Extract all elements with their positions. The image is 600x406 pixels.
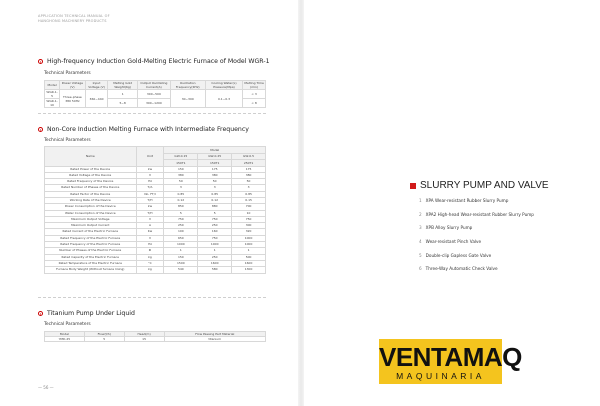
table-cell: 1000 (232, 235, 266, 241)
product-list-item (419, 224, 534, 238)
table-cell: WGR-1-5 (46, 90, 58, 98)
col-header: Input Voltage (V) (85, 81, 108, 90)
table-cell: Rated Frequency of the Electric Furnace (45, 242, 137, 248)
table-cell: Three-phase 380 50Hz (60, 90, 86, 108)
logo-line-2: MAQUINARIA (396, 371, 485, 381)
melting-furnace-table (44, 146, 266, 274)
col-header: Oscillation Frequency(KHz) (170, 81, 205, 90)
arrow-bullet-icon (38, 127, 43, 132)
table-cell: V (136, 172, 164, 178)
table-cell: Maximum Output Voltage (45, 216, 137, 222)
table-cell: 10 (232, 210, 266, 216)
table-cell: 150 (164, 254, 198, 260)
table-cell: 0.85 (198, 191, 232, 197)
col-header: 150T1 (164, 160, 198, 167)
table-cell: 1600 (198, 260, 232, 266)
ventamaq-logo (379, 339, 522, 384)
table-cell: Working Rate of the Device (45, 197, 137, 203)
table-cell: 300~500 (137, 90, 170, 99)
section-1-title (38, 58, 270, 65)
red-square-icon (410, 183, 416, 189)
table-cell: 360~440 (85, 90, 108, 108)
section-3-title (38, 310, 135, 317)
table-cell: 1000 (198, 242, 232, 248)
list-item-number: 1 (419, 198, 422, 203)
product-list-item (419, 238, 534, 252)
table-cell: 880 (198, 204, 232, 210)
table-cell: 300~1200 (137, 99, 170, 108)
table-cell: Φ (136, 248, 164, 254)
list-item-number: 3 (419, 225, 422, 231)
table-cell: 750 (198, 216, 232, 222)
table-cell: Maximum Output Current (45, 223, 137, 229)
table-cell: 750 (198, 235, 232, 241)
table-cell: 5~8 (108, 99, 138, 108)
table-cell: 320 (232, 229, 266, 235)
table-cell: titanium (164, 337, 266, 342)
table-row (45, 337, 266, 342)
arrow-bullet-icon (38, 311, 43, 316)
section-1-subtitle: Technical Parameters (44, 71, 91, 76)
table-cell: 540 (164, 267, 198, 273)
table-cell: 175 (232, 166, 266, 172)
table-cell: kg (136, 254, 164, 260)
table-cell: 5 (198, 210, 232, 216)
table-cell: Power Consumption of the Device (45, 204, 137, 210)
table-cell: 750 (232, 216, 266, 222)
table-cell: Rated Number of Phases of the Device (45, 185, 137, 191)
list-item-label: XPB Alloy Slurry Pump (425, 225, 473, 231)
page-header (38, 14, 158, 24)
table-cell: < 8 (243, 99, 266, 108)
table-cell: 580 (198, 267, 232, 273)
table-cell: Rated Current of the Electric Furnace (45, 229, 137, 235)
col-header: Name (45, 147, 137, 167)
section-1-title-text: High-frequency Induction Gold-Melting Electric Furnace of Model WGR-1 (47, 58, 270, 65)
table-cell: kw (136, 166, 164, 172)
table-cell: 5 (164, 210, 198, 216)
section-divider (38, 113, 266, 114)
col-header: Output Oscillating Current(A) (137, 81, 170, 90)
list-item-label: XPA Wear-resistant Rubber Slurry Pump (425, 198, 509, 203)
table-cell: 1 (232, 248, 266, 254)
list-item-label: XPA2 High-head Wear-resistant Rubber Slurry Pump (425, 211, 534, 217)
table-cell: 175 (198, 166, 232, 172)
header-line-2: HANGHONG MACHINERY PRODUCTS (38, 19, 107, 23)
col-header: Model (164, 147, 266, 154)
table-cell: 1300 (232, 267, 266, 273)
table-cell: T/A (136, 185, 164, 191)
table-cell: 0.1~0.3 (205, 90, 243, 108)
table-cell: 250 (164, 223, 198, 229)
table-cell: 3 (164, 185, 198, 191)
product-list (419, 197, 534, 279)
col-header: Power Voltage (V) (60, 81, 86, 90)
col-header: GW-0.5 (232, 153, 266, 160)
col-header: Melting Gold Weight(Kg) (108, 81, 138, 90)
table-cell: 1 (164, 248, 198, 254)
col-header: Melting Time (min) (244, 81, 264, 89)
table-cell: Hz (136, 242, 164, 248)
table-cell: YMD-25 (45, 337, 85, 342)
table-cell: Number of Phases of the Electric Furnace (45, 248, 137, 254)
table-cell: A (136, 223, 164, 229)
titanium-pump-table (44, 331, 266, 342)
list-item-label: Wear-resistant Pinch Valve (425, 239, 482, 245)
table-cell: 1000 (232, 242, 266, 248)
table-cell: 160 (198, 229, 232, 235)
table-cell: Rated Temperature of the Electric Furnace (45, 260, 137, 266)
table-cell: Rated Power of the Device (45, 166, 137, 172)
table-cell: Rated Capacity of the Electric Furnace (45, 254, 137, 260)
col-header: Flow Passing Part Material (164, 332, 266, 337)
list-item-label: Three-Way Automatic Check Valve (425, 266, 498, 272)
list-item-number: 2 (419, 211, 422, 217)
table-cell: 1500 (164, 260, 198, 266)
table-cell: 50 (232, 179, 266, 185)
table-cell: 1 (198, 248, 232, 254)
table-cell: 500 (232, 254, 266, 260)
section-2-title-text: Non-Core Induction Melting Furnace with Intermediate Frequency (47, 126, 249, 133)
table-cell: 700 (232, 204, 266, 210)
table-row (45, 267, 266, 273)
col-header: Model (45, 81, 60, 90)
table-cell: 650 (164, 235, 198, 241)
table-cell: 250 (198, 254, 232, 260)
table-cell: 300 (232, 223, 266, 229)
table-cell: 250 (198, 223, 232, 229)
col-header: Model (45, 332, 85, 337)
header-line-1: APPLICATION TECHNICAL MANUAL OF (38, 14, 110, 18)
table-cell: Water Consumption of the Device (45, 210, 137, 216)
table-cell: 0.15 (232, 197, 266, 203)
list-item-number: 4 (419, 239, 422, 245)
table-row (45, 90, 266, 99)
col-header: GW-0.25 (198, 153, 232, 160)
table-cell: kg (136, 267, 164, 273)
col-header: 250T1 (232, 160, 266, 167)
table-cell: 0.85 (232, 191, 266, 197)
table-cell: 0.12 (198, 197, 232, 203)
table-cell: 3 (198, 185, 232, 191)
table-cell: Rated Voltage of the Device (45, 172, 137, 178)
gold-furnace-table (44, 80, 266, 108)
list-item-number: 5 (419, 252, 422, 258)
table-cell: 0.85 (164, 191, 198, 197)
table-cell: 3 (232, 185, 266, 191)
table-cell: 750 (164, 216, 198, 222)
product-list-item (419, 265, 534, 279)
table-cell: 50 (198, 179, 232, 185)
page-number: — 56 — (38, 385, 54, 390)
product-list-item (419, 197, 534, 211)
table-cell: V (136, 216, 164, 222)
table-cell: 30~300 (170, 90, 205, 108)
table-cell: 380 (198, 172, 232, 178)
table-cell: kw (136, 204, 164, 210)
table-cell: 0.12 (164, 197, 198, 203)
list-item-label: Double-clip Gapless Gate Valve (425, 252, 492, 258)
section-2-subtitle: Technical Parameters (44, 138, 91, 143)
col-header: Head(m) (124, 332, 164, 337)
table-cell: 850 (164, 204, 198, 210)
table-cell: 1 (108, 90, 138, 99)
section-3-title-text: Titanium Pump Under Liquid (47, 310, 135, 317)
col-header: 150T1 (198, 160, 232, 167)
col-header: GW-0.15 (164, 153, 198, 160)
logo-line-1: VENTAMAQ (379, 342, 522, 372)
table-cell: WGR-1-10 (46, 99, 58, 107)
table-cell: 380 (232, 172, 266, 178)
table-cell: Rated Frequency of the Electric Furnace (45, 235, 137, 241)
product-list-item (419, 252, 534, 266)
table-cell: 50 (164, 179, 198, 185)
arrow-bullet-icon (38, 59, 43, 64)
table-cell: No. FT/I (136, 191, 164, 197)
col-header: Cooling Water(L) Pressure(Mpa) (205, 81, 243, 90)
list-item-number: 6 (419, 266, 422, 272)
page-gutter (298, 0, 304, 406)
table-cell: 380 (164, 172, 198, 178)
table-cell: Hz (136, 179, 164, 185)
table-cell: < 3 (243, 90, 266, 99)
table-cell: 100 (164, 229, 198, 235)
table-cell: Rated Factor of the Device (45, 191, 137, 197)
product-list-item (419, 211, 534, 225)
table-cell: V (136, 235, 164, 241)
section-3-subtitle: Technical Parameters (44, 322, 91, 327)
table-cell: Kw (136, 229, 164, 235)
table-cell: 1600 (232, 260, 266, 266)
section-2-title (38, 126, 249, 133)
right-section-title (410, 180, 549, 191)
right-section-title-text: SLURRY PUMP AND VALVE (420, 180, 549, 191)
table-cell: Furnace Body Weight (Without furnace lining) (45, 267, 137, 273)
table-cell: 1000 (164, 242, 198, 248)
section-divider (38, 297, 266, 298)
table-cell: °C (136, 260, 164, 266)
col-header: Flow(t/h) (84, 332, 124, 337)
table-cell: 150 (164, 166, 198, 172)
table-cell: T/H (136, 197, 164, 203)
col-header: Unit (136, 147, 164, 167)
table-cell: 5 (84, 337, 124, 342)
table-cell: 15 (124, 337, 164, 342)
table-cell: Rated Frequency of the Device (45, 179, 137, 185)
table-cell: T/H (136, 210, 164, 216)
